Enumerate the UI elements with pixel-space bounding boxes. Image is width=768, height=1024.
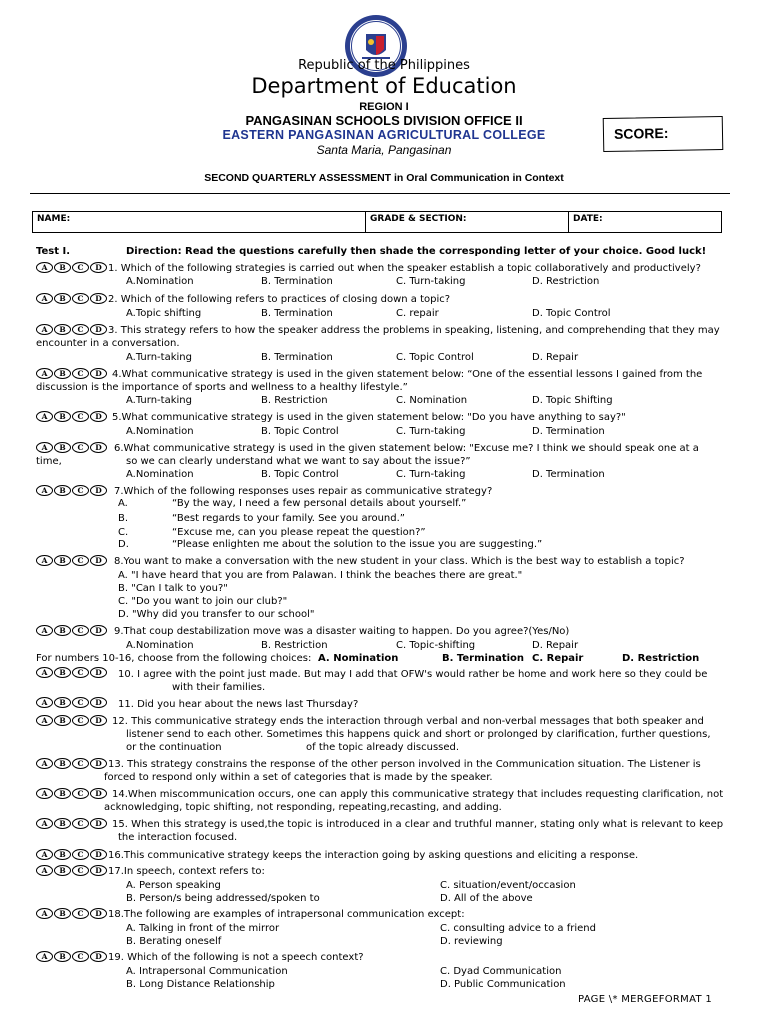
question-text-line: A.Nomination — [126, 640, 194, 651]
question-text-line: C. repair — [396, 308, 439, 319]
question-text-line: C. "Do you want to join our club?" — [118, 596, 288, 607]
answer-bubble-d[interactable]: D — [90, 758, 107, 769]
question-text-line: B. — [118, 513, 129, 524]
answer-bubble-a[interactable]: A — [36, 788, 53, 799]
answer-bubble-a[interactable]: A — [36, 293, 53, 304]
question-text-line: 2. Which of the following refers to practices of closing down a topic? — [108, 294, 451, 305]
answer-bubble-b[interactable]: B — [54, 262, 71, 273]
question-text-line: 8.You want to make a conversation with the new student in your class. Which is the best way to establish a topic? — [114, 556, 685, 567]
question-text-line: C. situation/event/occasion — [440, 880, 576, 891]
answer-bubble-c[interactable]: C — [72, 758, 89, 769]
answer-bubbles-q17 — [36, 865, 107, 876]
question-text-line: discussion is the importance of sports and wellness to a healthy lifestyle.” — [36, 382, 408, 393]
question-text-line: 6.What communicative strategy is used in the given statement below: "Excuse me? I think we should speak one at a — [114, 443, 699, 454]
answer-bubble-d[interactable]: D — [90, 485, 107, 496]
question-text-line: with their families. — [172, 682, 266, 693]
question-text-line: D. Termination — [532, 426, 605, 437]
answer-bubble-c[interactable]: C — [72, 262, 89, 273]
answer-bubbles-q7 — [36, 485, 107, 496]
question-text-line: or the continuation — [126, 742, 222, 753]
question-text-line: D. Restriction — [532, 276, 600, 287]
answer-bubble-b[interactable]: B — [54, 758, 71, 769]
question-text-line: 4.What communicative strategy is used in the given statement below: “One of the essential lessons I gained from the — [112, 369, 703, 380]
question-text-line: D. Termination — [532, 469, 605, 480]
question-text-line: B. Termination — [442, 653, 525, 664]
question-text-line: A.Turn-taking — [126, 395, 192, 406]
answer-bubble-c[interactable]: C — [72, 849, 89, 860]
answer-bubbles-q18 — [36, 908, 107, 919]
question-text-line: D. Topic Shifting — [532, 395, 613, 406]
question-text-line: B. Person/s being addressed/spoken to — [126, 893, 320, 904]
question-text-line: “Best regards to your family. See you around.” — [172, 513, 405, 524]
question-text-line: C. Turn-taking — [396, 276, 466, 287]
answer-bubble-d[interactable]: D — [90, 788, 107, 799]
answer-bubble-a[interactable]: A — [36, 951, 53, 962]
question-text-line: 11. Did you hear about the news last Thursday? — [118, 699, 359, 710]
answer-bubbles-q16 — [36, 849, 107, 860]
test-label: Test I. — [36, 246, 71, 257]
answer-bubble-b[interactable]: B — [54, 818, 71, 829]
answer-bubble-b[interactable]: B — [54, 324, 71, 335]
question-text-line: 17.In speech, context refers to: — [108, 866, 265, 877]
answer-bubbles-q5 — [36, 411, 107, 422]
answer-bubble-d[interactable]: D — [90, 411, 107, 422]
question-text-line: C. Repair — [532, 653, 584, 664]
question-text-line: listener send to each other. Sometimes this happens quick and short or prolonged by clarification, further questions, — [126, 729, 711, 740]
republic-heading: Republic of the Philippines — [298, 58, 470, 73]
question-text-line: 7.Which of the following responses uses repair as communicative strategy? — [114, 486, 493, 497]
question-text-line: 16.This communicative strategy keeps the interaction going by asking questions and eliciting a response. — [108, 850, 639, 861]
question-text-line: D. Restriction — [622, 653, 700, 664]
page-footer: PAGE \* MERGEFORMAT 1 — [578, 994, 713, 1005]
answer-bubble-d[interactable]: D — [90, 293, 107, 304]
question-text-line: C. consulting advice to a friend — [440, 923, 596, 934]
answer-bubble-c[interactable]: C — [72, 485, 89, 496]
question-text-line: A.Topic shifting — [126, 308, 202, 319]
question-text-line: D. reviewing — [440, 936, 503, 947]
answer-bubbles-q11 — [36, 697, 107, 708]
question-text-line: A.Nomination — [126, 276, 194, 287]
answer-bubble-d[interactable]: D — [90, 555, 107, 566]
question-text-line: B. Termination — [261, 308, 333, 319]
answer-bubble-c[interactable]: C — [72, 865, 89, 876]
question-text-line: B. Berating oneself — [126, 936, 222, 947]
answer-bubble-c[interactable]: C — [72, 667, 89, 678]
question-text-line: B. "Can I talk to you?" — [118, 583, 228, 594]
answer-bubble-d[interactable]: D — [90, 368, 107, 379]
answer-bubbles-q6 — [36, 442, 107, 453]
question-text-line: 1. Which of the following strategies is carried out when the speaker establish a topic collaboratively and productively? — [108, 263, 701, 274]
answer-bubble-a[interactable]: A — [36, 849, 53, 860]
answer-bubble-d[interactable]: D — [90, 324, 107, 335]
answer-bubble-b[interactable]: B — [54, 715, 71, 726]
answer-bubble-d[interactable]: D — [90, 951, 107, 962]
question-text-line: A.Turn-taking — [126, 352, 192, 363]
answer-bubble-c[interactable]: C — [72, 411, 89, 422]
assessment-title: SECOND QUARTERLY ASSESSMENT in Oral Communication in Context — [204, 172, 564, 184]
question-text-line: 18.The following are examples of intrapersonal communication except: — [108, 909, 465, 920]
answer-bubble-d[interactable]: D — [90, 667, 107, 678]
question-text-line: D. All of the above — [440, 893, 533, 904]
answer-bubble-c[interactable]: C — [72, 293, 89, 304]
answer-bubble-a[interactable]: A — [36, 625, 53, 636]
answer-bubble-a[interactable]: A — [36, 411, 53, 422]
question-text-line: B. Restriction — [261, 640, 328, 651]
question-text-line: D. Repair — [532, 640, 579, 651]
answer-bubble-b[interactable]: B — [54, 555, 71, 566]
question-text-line: C. Topic Control — [396, 352, 474, 363]
answer-bubble-b[interactable]: B — [54, 865, 71, 876]
question-text-line: encounter in a conversation. — [36, 338, 180, 349]
answer-bubble-a[interactable]: A — [36, 865, 53, 876]
question-text-line: B. Topic Control — [261, 426, 339, 437]
answer-bubble-c[interactable]: C — [72, 368, 89, 379]
date-field[interactable]: DATE: — [573, 214, 603, 224]
answer-bubble-a[interactable]: A — [36, 715, 53, 726]
answer-bubbles-q15 — [36, 818, 107, 829]
question-text-line: 3. This strategy refers to how the speaker address the problems in speaking, listening, and comprehending that they may — [108, 325, 720, 336]
question-text-line: A. Talking in front of the mirror — [126, 923, 280, 934]
division-heading: PANGASINAN SCHOOLS DIVISION OFFICE II — [245, 113, 523, 128]
answer-bubble-c[interactable]: C — [72, 818, 89, 829]
answer-bubble-d[interactable]: D — [90, 262, 107, 273]
divider — [30, 193, 730, 194]
answer-bubbles-q1 — [36, 262, 107, 273]
answer-bubble-d[interactable]: D — [90, 865, 107, 876]
student-info-table — [32, 211, 722, 233]
question-text-line: C. Topic-shifting — [396, 640, 476, 651]
question-text-line: B. Long Distance Relationship — [126, 979, 275, 990]
answer-bubble-c[interactable]: C — [72, 625, 89, 636]
answer-bubble-a[interactable]: A — [36, 758, 53, 769]
answer-bubble-c[interactable]: C — [72, 324, 89, 335]
answer-bubble-a[interactable]: A — [36, 442, 53, 453]
answer-bubbles-q9 — [36, 625, 107, 636]
answer-bubble-b[interactable]: B — [54, 951, 71, 962]
answer-bubble-d[interactable]: D — [90, 849, 107, 860]
question-text-line: B. Termination — [261, 276, 333, 287]
question-text-line: A.Nomination — [126, 426, 194, 437]
answer-bubble-a[interactable]: A — [36, 324, 53, 335]
answer-bubble-a[interactable]: A — [36, 667, 53, 678]
region-heading: REGION I — [359, 101, 409, 113]
answer-bubble-d[interactable]: D — [90, 625, 107, 636]
question-text-line: “Please enlighten me about the solution to the issue you are suggesting.” — [172, 539, 543, 550]
question-text-line: D. Public Communication — [440, 979, 566, 990]
question-text-line: C. — [118, 527, 129, 538]
name-field[interactable]: NAME: — [33, 212, 366, 232]
question-text-line: D. Repair — [532, 352, 579, 363]
question-text-line: D. "Why did you transfer to our school" — [118, 609, 315, 620]
answer-bubbles-q2 — [36, 293, 107, 304]
answer-bubble-a[interactable]: A — [36, 368, 53, 379]
direction-text: Direction: Read the questions carefully then shade the corresponding letter of your choice. Good luck! — [126, 246, 707, 257]
answer-bubbles-q8 — [36, 555, 107, 566]
answer-bubble-a[interactable]: A — [36, 262, 53, 273]
question-text-line: B. Restriction — [261, 395, 328, 406]
question-text-line: 15. When this strategy is used,the topic is introduced in a clear and truthful manner, stating only what is relevant to keep — [112, 819, 724, 830]
answer-bubble-b[interactable]: B — [54, 908, 71, 919]
answer-bubble-d[interactable]: D — [90, 715, 107, 726]
answer-bubble-c[interactable]: C — [72, 908, 89, 919]
answer-bubble-c[interactable]: C — [72, 442, 89, 453]
answer-bubble-b[interactable]: B — [54, 667, 71, 678]
answer-bubble-b[interactable]: B — [54, 625, 71, 636]
answer-bubble-c[interactable]: C — [72, 697, 89, 708]
answer-bubble-b[interactable]: B — [54, 697, 71, 708]
question-text-line: 10. I agree with the point just made. But may I add that OFW's would rather be home and work here so they could be — [118, 669, 708, 680]
answer-bubbles-q13 — [36, 758, 107, 769]
answer-bubble-d[interactable]: D — [90, 697, 107, 708]
question-text-line: 19. Which of the following is not a speech context? — [108, 952, 364, 963]
answer-bubbles-q4 — [36, 368, 107, 379]
answer-bubble-c[interactable]: C — [72, 788, 89, 799]
answer-bubble-b[interactable]: B — [54, 293, 71, 304]
question-text-line: 13. This strategy constrains the response of the other person involved in the Communication situation. The Listener is — [108, 759, 701, 770]
question-text-line: forced to respond only within a set of categories that is made by the speaker. — [104, 772, 493, 783]
answer-bubble-b[interactable]: B — [54, 442, 71, 453]
question-text-line: D. — [118, 539, 129, 550]
department-heading: Department of Education — [251, 74, 517, 98]
question-text-line: B. Termination — [261, 352, 333, 363]
answer-bubble-c[interactable]: C — [72, 715, 89, 726]
question-text-line: of the topic already discussed. — [306, 742, 460, 753]
answer-bubble-d[interactable]: D — [90, 908, 107, 919]
question-text-line: C. Dyad Communication — [440, 966, 562, 977]
question-text-line: time, — [36, 456, 62, 467]
answer-bubble-c[interactable]: C — [72, 951, 89, 962]
town-heading: Santa Maria, Pangasinan — [316, 143, 452, 157]
college-heading: EASTERN PANGASINAN AGRICULTURAL COLLEGE — [222, 128, 546, 142]
question-text-line: acknowledging, topic shifting, not responding, repeating,recasting, and adding. — [104, 802, 502, 813]
answer-bubble-d[interactable]: D — [90, 818, 107, 829]
question-text-line: “By the way, I need a few personal details about yourself.” — [172, 498, 467, 509]
question-text-line: 12. This communicative strategy ends the interaction through verbal and non-verbal messages that both speaker and — [112, 716, 704, 727]
question-text-line: “Excuse me, can you please repeat the question?” — [172, 527, 426, 538]
answer-bubble-b[interactable]: B — [54, 849, 71, 860]
question-text-line: For numbers 10-16, choose from the following choices: — [36, 653, 312, 664]
answer-bubble-a[interactable]: A — [36, 908, 53, 919]
question-text-line: B. Topic Control — [261, 469, 339, 480]
answer-bubbles-q10 — [36, 667, 107, 678]
answer-bubbles-q3 — [36, 324, 107, 335]
answer-bubbles-q14 — [36, 788, 107, 799]
answer-bubbles-q19 — [36, 951, 107, 962]
answer-bubble-a[interactable]: A — [36, 697, 53, 708]
grade-section-field[interactable]: GRADE & SECTION: — [366, 212, 569, 232]
answer-bubble-d[interactable]: D — [90, 442, 107, 453]
answer-bubble-b[interactable]: B — [54, 485, 71, 496]
question-text-line: C. Turn-taking — [396, 426, 466, 437]
question-text-line: 5.What communicative strategy is used in the given statement below: "Do you have anything to say?" — [112, 412, 626, 423]
answer-bubble-b[interactable]: B — [54, 411, 71, 422]
question-text-line: A. Person speaking — [126, 880, 221, 891]
question-text-line: the interaction focused. — [118, 832, 238, 843]
question-text-line: A. Intrapersonal Communication — [126, 966, 288, 977]
question-text-line: C. Turn-taking — [396, 469, 466, 480]
answer-bubble-b[interactable]: B — [54, 368, 71, 379]
question-text-line: A. "I have heard that you are from Palawan. I think the beaches there are great." — [118, 570, 523, 581]
answer-bubble-b[interactable]: B — [54, 788, 71, 799]
question-text-line: A.Nomination — [126, 469, 194, 480]
question-text-line: C. Nomination — [396, 395, 468, 406]
question-text-line: D. Topic Control — [532, 308, 611, 319]
answer-bubble-c[interactable]: C — [72, 555, 89, 566]
answer-bubble-a[interactable]: A — [36, 555, 53, 566]
answer-bubble-a[interactable]: A — [36, 485, 53, 496]
question-text-line: A. — [118, 498, 128, 509]
answer-bubble-a[interactable]: A — [36, 818, 53, 829]
question-text-line: A. Nomination — [318, 653, 399, 664]
question-text-line: 9.That coup destabilization move was a disaster waiting to happen. Do you agree?(Yes/No) — [114, 626, 570, 637]
score-box[interactable]: SCORE: — [603, 116, 724, 152]
answer-bubbles-q12 — [36, 715, 107, 726]
question-text-line: 14.When miscommunication occurs, one can apply this communicative strategy that includes requesting clarification, not — [112, 789, 724, 800]
question-text-line: so we can clearly understand what we want to say about the issue?” — [126, 456, 471, 467]
